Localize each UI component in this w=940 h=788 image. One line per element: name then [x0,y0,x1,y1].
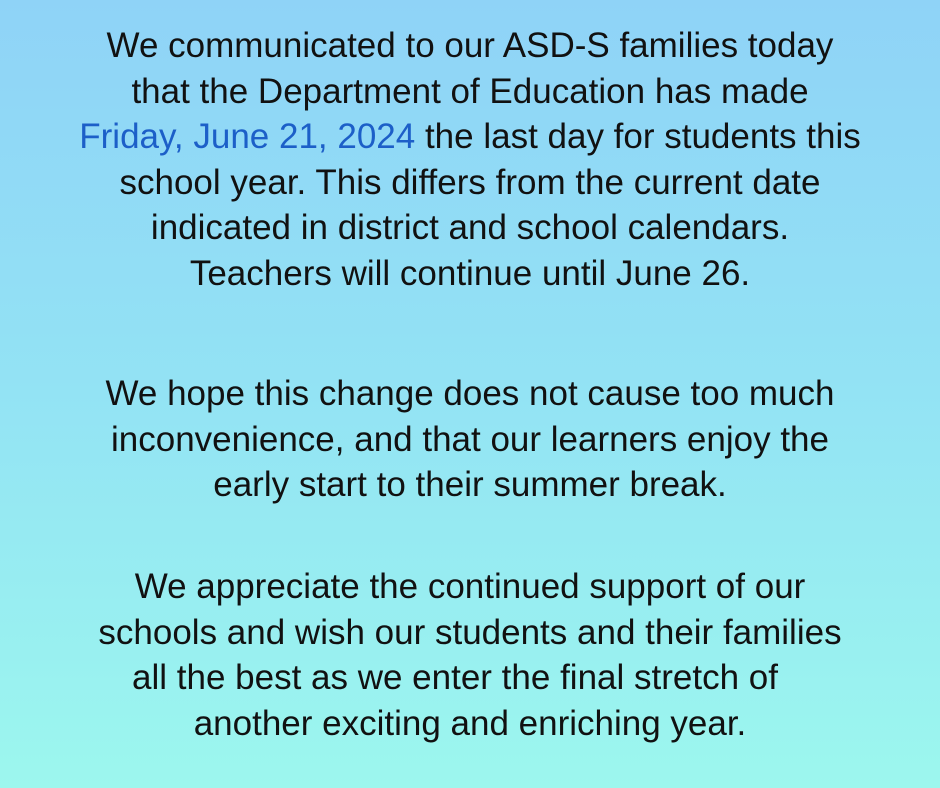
text-line-remainder: the last day for students this [415,117,861,157]
text-line: schools and wish our students and their families [98,612,842,652]
text-line: We communicated to our ASD-S families today [106,26,834,65]
text-line: early start to their summer break. [213,465,727,505]
text-line: indicated in district and school calendars. [150,208,790,248]
text-line: inconvenience, and that our learners enjoy the [111,419,829,459]
text-line: We appreciate the continued support of our [134,567,806,606]
text-line: that the Department of Education has made [131,71,809,111]
text-line: school year. This differs from the current date [119,162,821,202]
text-line-with-date [0,114,940,160]
text-line: We hope this change does not cause too much [105,374,835,413]
text-line: all the best as we enter the final stretch of [132,658,778,698]
highlighted-date: Friday, June 21, 2024 [79,117,416,157]
text-line: Teachers will continue until June 26. [189,253,751,293]
paragraph-appreciation [0,564,940,746]
paragraph-hope [0,371,940,508]
text-line: another exciting and enriching year. [193,703,747,743]
paragraph-last-day-announcement [0,23,940,297]
